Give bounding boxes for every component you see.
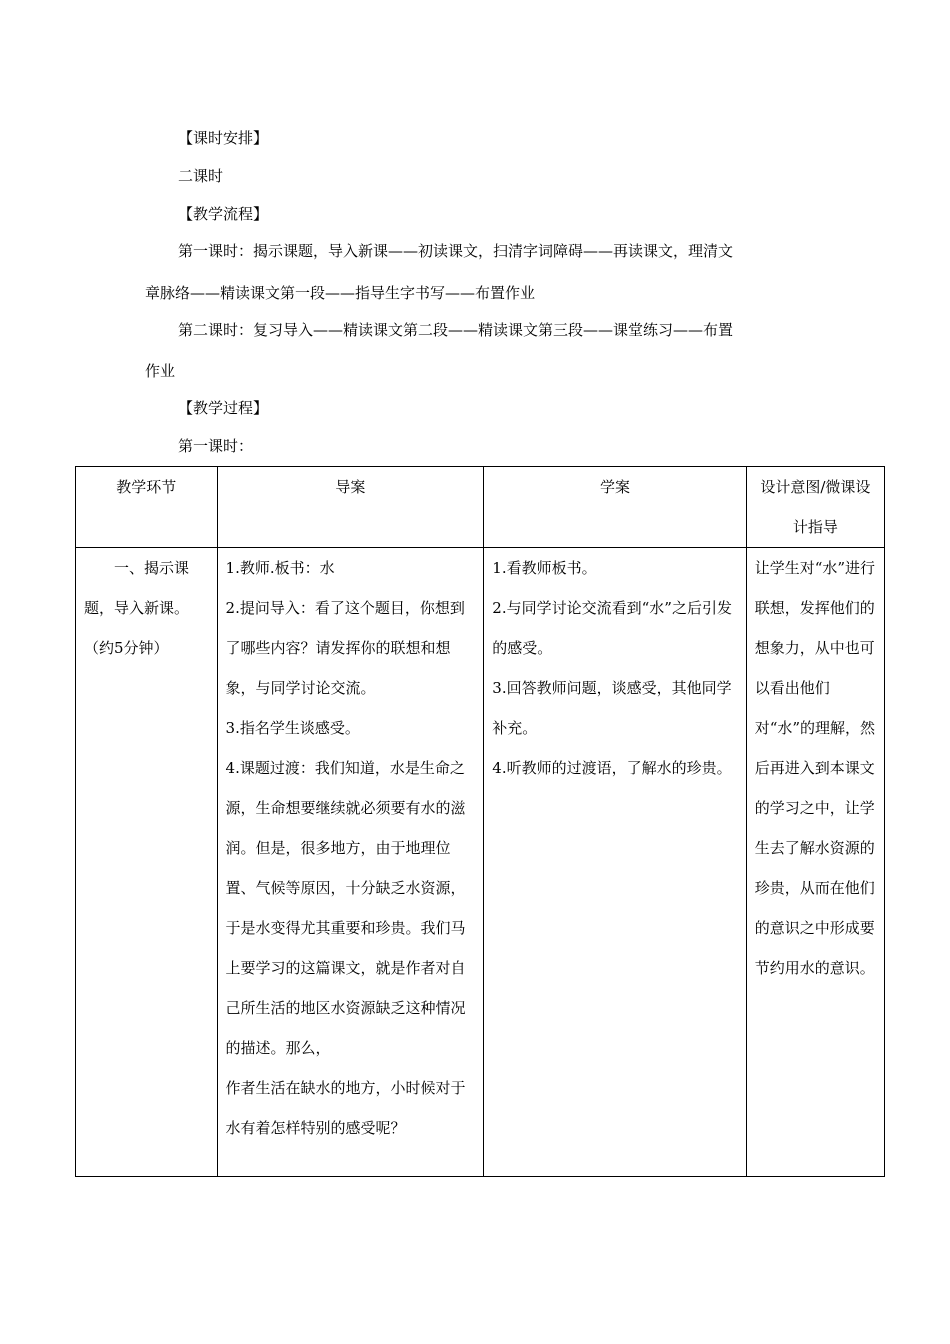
table-header-row xyxy=(76,467,885,548)
header-guide: 导案 xyxy=(217,467,484,548)
study-step-3: 3.回答教师问题，谈感受，其他同学补充。 xyxy=(492,679,732,737)
header-stage: 教学环节 xyxy=(76,467,218,548)
study-step-2: 2.与同学讨论交流看到“水”之后引发的感受。 xyxy=(492,599,732,657)
cell-guide xyxy=(217,548,484,1177)
cell-intent: 让学生对“水”进行联想，发挥他们的想象力，从中也可以看出他们对“水”的理解，然后再进入到本课文的学习之中，让学生去了解水资源的珍贵，从而在他们的意识之中形成要节约用水的意识。 xyxy=(746,548,884,1177)
study-step-4: 4.听教师的过渡语，了解水的珍贵。 xyxy=(492,759,732,777)
header-intent: 设计意图/微课设计指导 xyxy=(746,467,884,548)
process-heading: 【教学过程】 xyxy=(178,399,269,417)
flow-lesson2-line1: 第二课时：复习导入——精读课文第二段——精读课文第三段——课堂练习——布置 xyxy=(178,321,734,339)
flow-heading: 【教学流程】 xyxy=(178,205,269,223)
guide-step-3: 3.指名学生谈感受。 xyxy=(225,719,360,737)
lesson-plan-table xyxy=(75,466,885,1177)
schedule-heading: 【课时安排】 xyxy=(178,129,269,147)
cell-study xyxy=(484,548,746,1177)
cell-stage: 一、揭示课题，导入新课。（约5分钟） xyxy=(76,548,218,1177)
guide-step-5: 作者生活在缺水的地方，小时候对于水有着怎样特别的感受呢？ xyxy=(225,1079,466,1137)
header-study: 学案 xyxy=(484,467,746,548)
flow-lesson1-line2: 章脉络——精读课文第一段——指导生字书写——布置作业 xyxy=(145,284,536,302)
guide-step-1: 1.教师.板书：水 xyxy=(225,559,335,577)
flow-lesson2-line2: 作业 xyxy=(145,362,176,380)
guide-step-2: 2.提问导入：看了这个题目，你想到了哪些内容？请发挥你的联想和想象，与同学讨论交流。 xyxy=(225,599,465,697)
flow-lesson1-line1: 第一课时：揭示课题，导入新课——初读课文，扫清字词障碍——再读课文，理清文 xyxy=(178,242,734,260)
guide-step-4: 4.课题过渡：我们知道，水是生命之源，生命想要继续就必须要有水的滋润。但是，很多地方，由于地理位置、气候等原因，十分缺乏水资源，于是水变得尤其重要和珍贵。我们马上要学习的这篇课文，就是作者对自己所生活的地区水资源缺乏这种情况的描述。那么， xyxy=(225,759,466,1057)
process-lesson: 第一课时： xyxy=(178,437,254,455)
table-row xyxy=(76,548,885,1177)
study-step-1: 1.看教师板书。 xyxy=(492,559,597,577)
schedule-value: 二课时 xyxy=(178,167,224,185)
